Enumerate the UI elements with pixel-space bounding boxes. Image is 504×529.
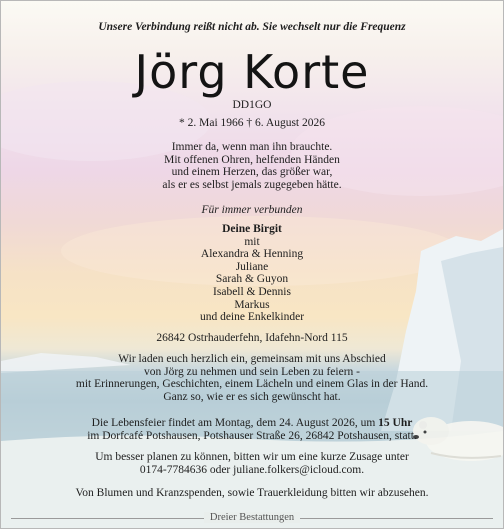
mourner: mit [244,235,260,248]
mourner-lead: Deine Birgit [222,223,282,235]
rsvp [1,451,503,476]
rsvp-contact: 0174-7784636 oder juliane.folkers@icloud.com. [139,463,365,476]
mourners [1,223,503,324]
invitation [1,353,503,403]
poem-line: Immer da, wenn man ihn brauchte. [171,141,333,153]
funeral-home: Dreier Bestattungen [204,512,300,523]
callsign: DD1GO [232,99,272,111]
invitation-line: Ganz so, wie er es sich gewünscht hat. [163,390,341,403]
ceremony-location: im Dorfcafé Potshausen, Potshauser Straße 26, 26842 Potshausen, statt. [87,429,417,442]
mourner: Markus [234,298,270,311]
invitation-line: von Jörg zu nehmen und sein Leben zu feiern - [144,365,360,378]
mourner: und deine Enkelkinder [199,311,305,324]
poem-line: Mit offenen Ohren, helfenden Händen [164,153,340,166]
poem-line: und einem Herzen, das größer war, [171,166,333,179]
mourner: Alexandra & Henning [200,248,304,261]
notice-text [1,1,503,528]
rsvp-line: Um besser planen zu können, bitten wir um eine kurze Zusage unter [95,451,409,463]
mourner: Isabell & Dennis [213,285,291,298]
invitation-line: Wir laden euch herzlich ein, gemeinsam mit uns Abschied [118,353,386,365]
life-dates: * 2. Mai 1966 † 6. August 2026 [179,117,325,129]
motto: Unsere Verbindung reißt nicht ab. Sie wechselt nur die Frequenz [98,21,406,33]
ceremony-line: Die Lebensfeier findet am Montag, dem 24. August 2026, um 15 Uhr [91,417,413,429]
flowers-note: Von Blumen und Kranzspenden, sowie Trauerkleidung bitten wir abzusehen. [75,487,429,499]
deceased-name: Jörg Korte [134,45,370,99]
farewell: Für immer verbunden [201,204,303,216]
poem [1,141,503,191]
address: 26842 Ostrhauderfehn, Idafehn-Nord 115 [156,332,348,344]
invitation-line: mit Erinnerungen, Geschichten, einem Lächeln und einem Glas in der Hand. [75,378,429,391]
poem-line: als er es selbst jemals zugegeben hätte. [162,178,342,191]
ceremony [1,417,503,442]
mourner: Juliane [235,260,269,273]
mourner: Sarah & Guyon [215,273,289,286]
ceremony-time: 15 Uhr [378,417,413,429]
footer [1,510,503,527]
